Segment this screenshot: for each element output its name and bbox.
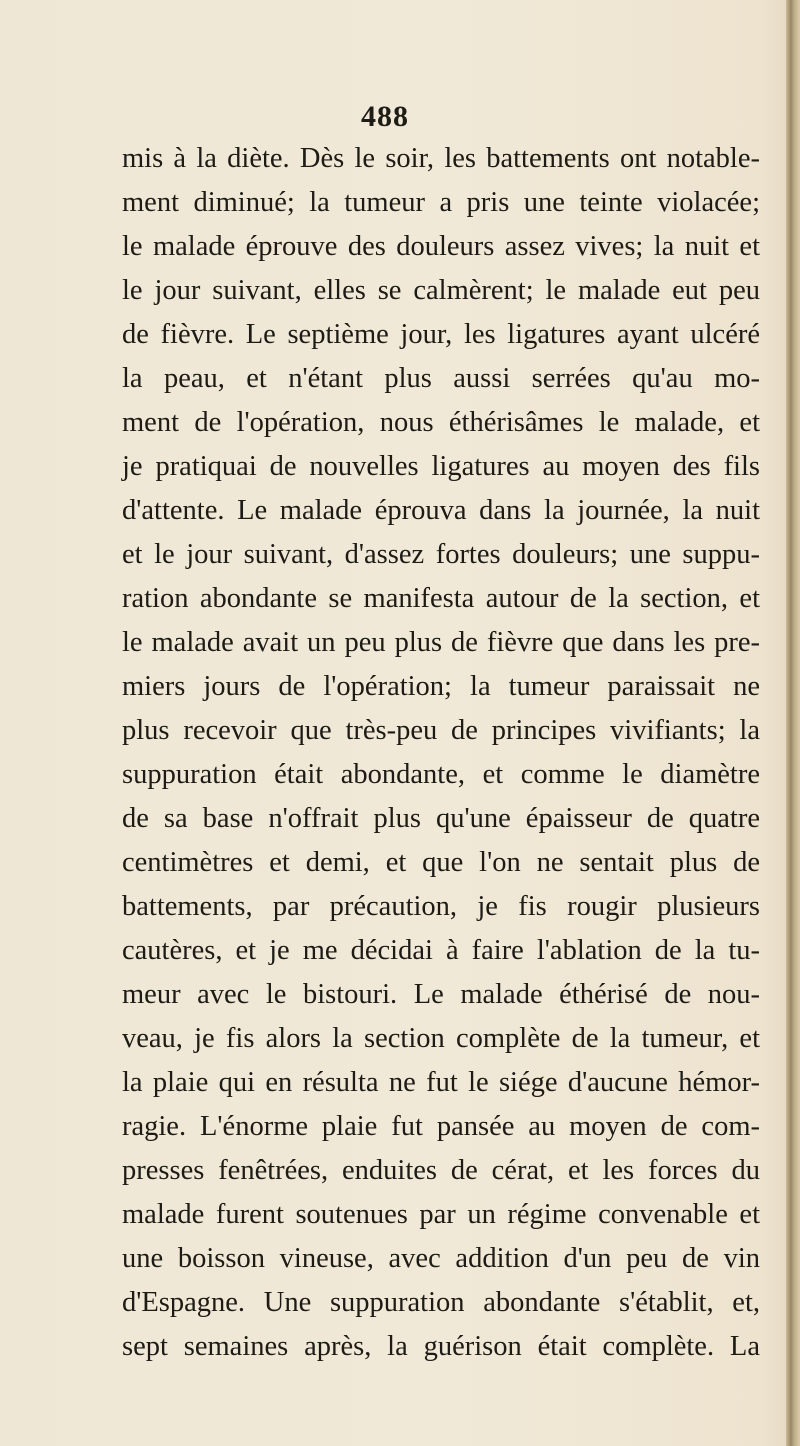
text-line: sept semaines après, la guérison était complète. La — [122, 1331, 760, 1362]
text-line: la plaie qui en résulta ne fut le siége d'aucune hémor- — [122, 1067, 760, 1098]
page-number: 488 — [361, 100, 409, 133]
page-edge-shadow — [786, 0, 800, 1446]
text-line: malade furent soutenues par un régime convenable et — [122, 1199, 760, 1230]
text-line: suppuration était abondante, et comme le diamètre — [122, 759, 760, 790]
text-line: cautères, et je me décidai à faire l'ablation de la tu- — [122, 935, 760, 966]
text-line: et le jour suivant, d'assez fortes douleurs; une suppu- — [122, 539, 760, 570]
text-line: meur avec le bistouri. Le malade éthérisé de nou- — [122, 979, 760, 1010]
text-line: la peau, et n'étant plus aussi serrées qu'au mo- — [122, 363, 760, 394]
text-line: une boisson vineuse, avec addition d'un peu de vin — [122, 1243, 760, 1274]
text-line: battements, par précaution, je fis rougir plusieurs — [122, 891, 760, 922]
text-line: presses fenêtrées, enduites de cérat, et les forces du — [122, 1155, 760, 1186]
text-line: le malade éprouve des douleurs assez vives; la nuit et — [122, 231, 760, 262]
text-line: de fièvre. Le septième jour, les ligatures ayant ulcéré — [122, 319, 760, 350]
text-line: ment diminué; la tumeur a pris une teinte violacée; — [122, 187, 760, 218]
text-line: le jour suivant, elles se calmèrent; le malade eut peu — [122, 275, 760, 306]
text-line: mis à la diète. Dès le soir, les battements ont notable- — [122, 143, 760, 174]
text-line: d'Espagne. Une suppuration abondante s'établit, et, — [122, 1287, 760, 1318]
text-line: ment de l'opération, nous éthérisâmes le malade, et — [122, 407, 760, 438]
body-text — [122, 137, 760, 1369]
text-line: miers jours de l'opération; la tumeur paraissait ne — [122, 671, 760, 702]
text-line: veau, je fis alors la section complète de la tumeur, et — [122, 1023, 760, 1054]
text-line: je pratiquai de nouvelles ligatures au moyen des fils — [122, 451, 760, 482]
text-line: ragie. L'énorme plaie fut pansée au moyen de com- — [122, 1111, 760, 1142]
text-line: le malade avait un peu plus de fièvre que dans les pre- — [122, 627, 760, 658]
text-line: centimètres et demi, et que l'on ne sentait plus de — [122, 847, 760, 878]
text-line: plus recevoir que très-peu de principes vivifiants; la — [122, 715, 760, 746]
text-line: ration abondante se manifesta autour de la section, et — [122, 583, 760, 614]
text-line: d'attente. Le malade éprouva dans la journée, la nuit — [122, 495, 760, 526]
text-line: de sa base n'offrait plus qu'une épaisseur de quatre — [122, 803, 760, 834]
